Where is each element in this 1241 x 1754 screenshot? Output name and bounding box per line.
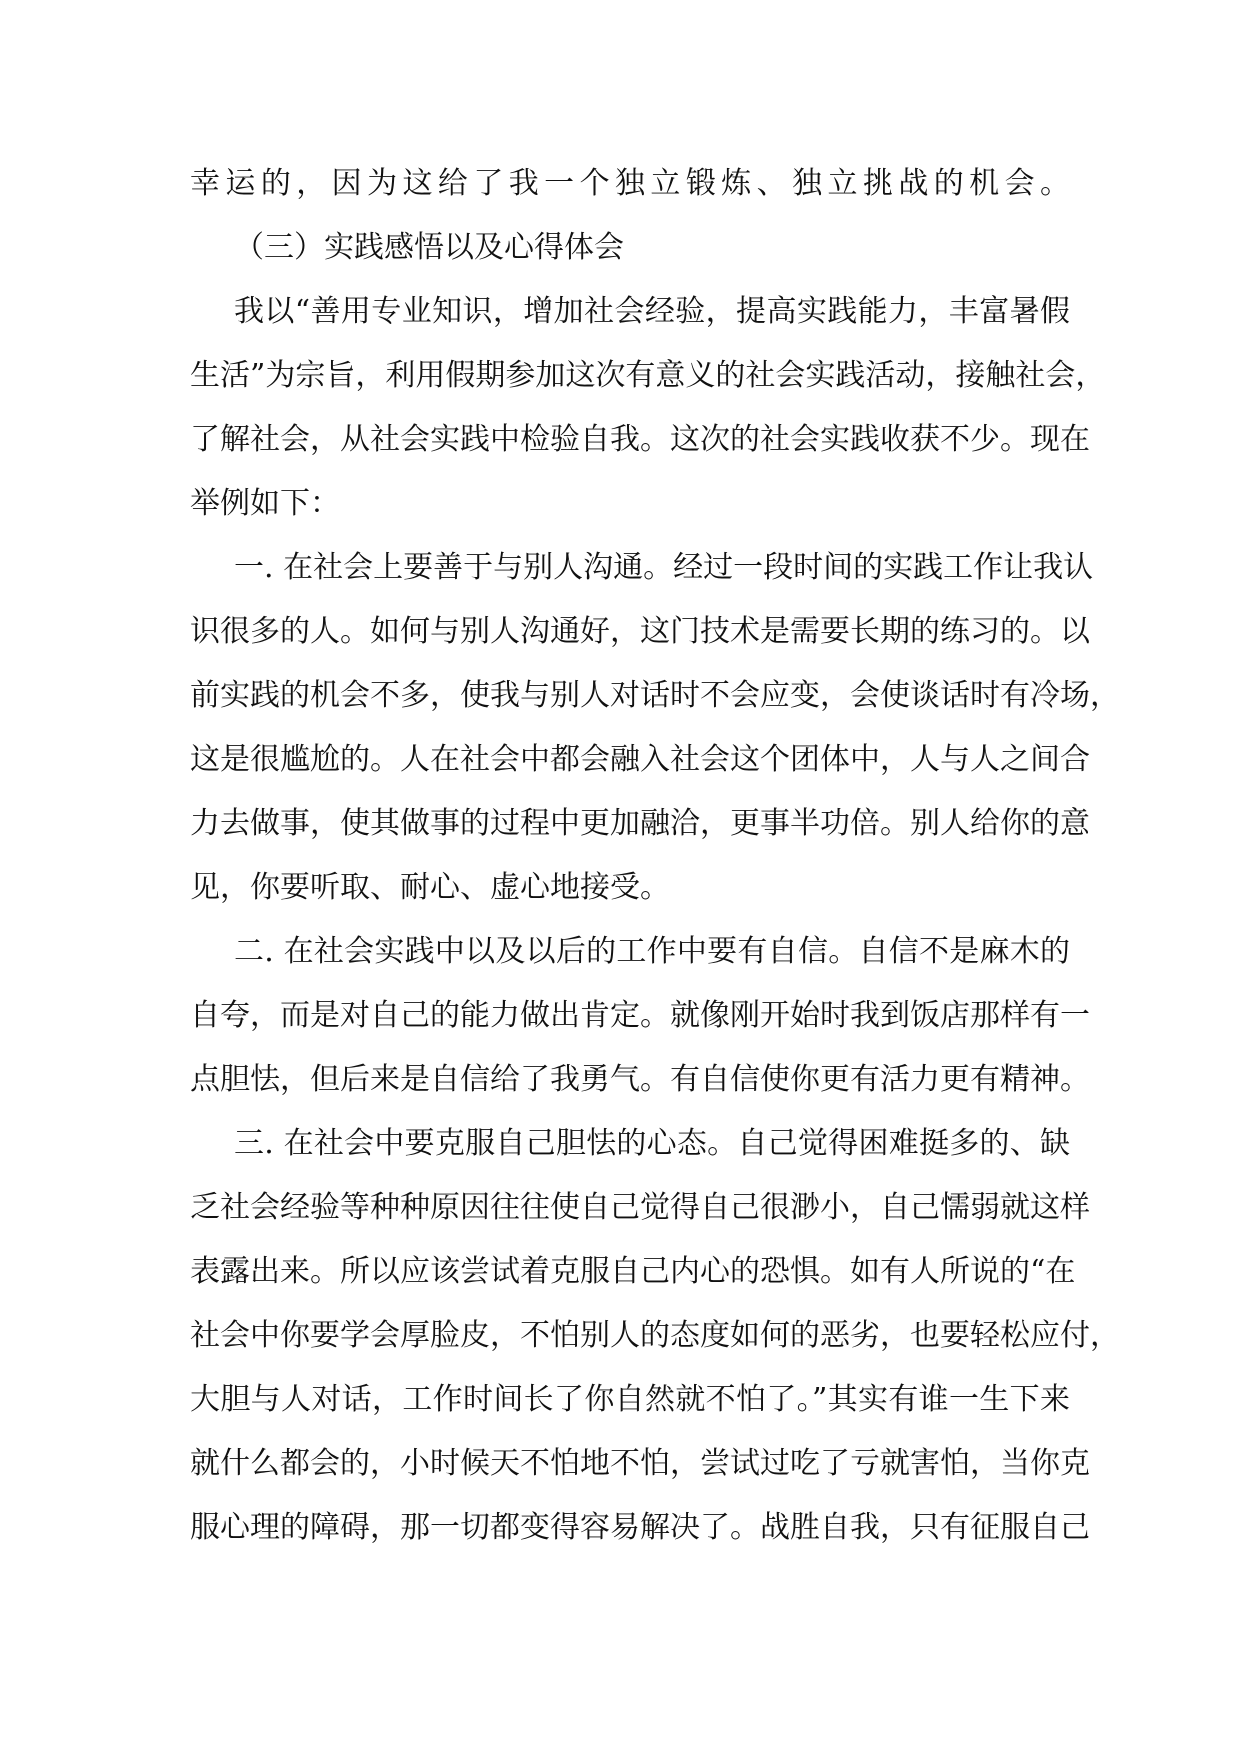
text-line: 这是很尴尬的。人在社会中都会融入社会这个团体中，人与人之间合 xyxy=(190,742,1090,777)
text-line: 一. 在社会上要善于与别人沟通。经过一段时间的实践工作让我认 xyxy=(234,550,1094,585)
text-line: 举例如下： xyxy=(190,486,340,521)
text-line: 了解社会，从社会实践中检验自我。这次的社会实践收获不少。现在 xyxy=(190,422,1090,457)
text-line: 大胆与人对话，工作时间长了你自然就不怕了。”其实有谁一生下来 xyxy=(190,1382,1070,1417)
text-line: 点胆怯，但后来是自信给了我勇气。有自信使你更有活力更有精神。 xyxy=(190,1062,1090,1097)
text-line: 自夸，而是对自己的能力做出肯定。就像刚开始时我到饭店那样有一 xyxy=(190,998,1090,1033)
text-line: 三. 在社会中要克服自己胆怯的心态。自己觉得困难挺多的、缺 xyxy=(234,1126,1070,1161)
text-line: 我以“善用专业知识，增加社会经验，提高实践能力，丰富暑假 xyxy=(234,294,1070,329)
text-line: 表露出来。所以应该尝试着克服自己内心的恐惧。如有人所说的“在 xyxy=(190,1254,1076,1289)
text-line: 前实践的机会不多，使我与别人对话时不会应变，会使谈话时有冷场， xyxy=(190,678,1120,713)
text-line: 就什么都会的，小时候天不怕地不怕，尝试过吃了亏就害怕，当你克 xyxy=(190,1446,1090,1481)
text-line: 乏社会经验等种种原因往往使自己觉得自己很渺小，自己懦弱就这样 xyxy=(190,1190,1090,1225)
text-line: 生活”为宗旨，利用假期参加这次有意义的社会实践活动，接触社会， xyxy=(190,358,1106,393)
text-line: 识很多的人。如何与别人沟通好，这门技术是需要长期的练习的。以 xyxy=(190,614,1090,649)
text-line: 见，你要听取、耐心、虚心地接受。 xyxy=(190,870,670,905)
text-line: 力去做事，使其做事的过程中更加融洽，更事半功倍。别人给你的意 xyxy=(190,806,1090,841)
text-line: 二. 在社会实践中以及以后的工作中要有自信。自信不是麻木的 xyxy=(234,934,1070,969)
text-line: 服心理的障碍，那一切都变得容易解决了。战胜自我，只有征服自己 xyxy=(190,1510,1090,1545)
text-line: 幸运的，因为这给了我一个独立锻炼、独立挑战的机会。 xyxy=(190,166,1070,201)
section-heading: （三）实践感悟以及心得体会 xyxy=(234,230,624,265)
text-line: 社会中你要学会厚脸皮，不怕别人的态度如何的恶劣，也要轻松应付， xyxy=(190,1318,1120,1353)
